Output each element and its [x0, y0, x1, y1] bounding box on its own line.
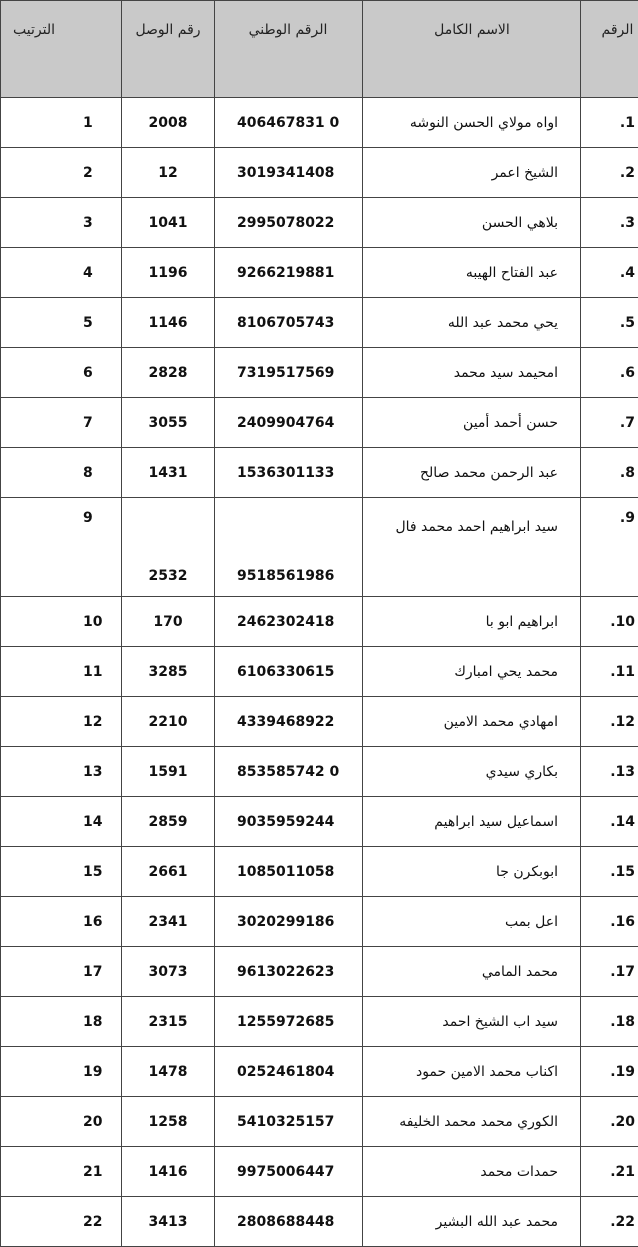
row-receipt-number: 12	[122, 148, 215, 198]
row-full-name: بكاري سيدي	[363, 747, 581, 797]
row-national-id: 9518561986	[215, 498, 363, 597]
row-full-name: سيد اب الشيخ احمد	[363, 997, 581, 1047]
row-receipt-number: 1431	[122, 448, 215, 498]
row-receipt-number: 3055	[122, 398, 215, 448]
row-receipt-number: 2859	[122, 797, 215, 847]
table-row	[1, 597, 638, 647]
table-row	[1, 747, 638, 797]
table-row	[1, 148, 638, 198]
row-full-name: بلاهي الحسن	[363, 198, 581, 248]
table-row	[1, 647, 638, 697]
row-full-name: يحي محمد عبد الله	[363, 298, 581, 348]
row-full-name: سيد ابراهيم احمد محمد فال	[363, 498, 581, 597]
row-national-id: 5410325157	[215, 1097, 363, 1147]
row-rank: 11	[1, 647, 122, 697]
row-full-name: محمد يحي امبارك	[363, 647, 581, 697]
row-num: 16.	[581, 897, 638, 947]
row-rank: 19	[1, 1047, 122, 1097]
row-national-id: 2808688448	[215, 1197, 363, 1247]
row-rank: 18	[1, 997, 122, 1047]
header-num: الرقم	[581, 1, 638, 98]
row-num: 11.	[581, 647, 638, 697]
table-row	[1, 448, 638, 498]
row-full-name: اسماعيل سيد ابراهيم	[363, 797, 581, 847]
row-receipt-number: 1416	[122, 1147, 215, 1197]
row-num: 14.	[581, 797, 638, 847]
table-row	[1, 897, 638, 947]
row-national-id: 6106330615	[215, 647, 363, 697]
table-row	[1, 947, 638, 997]
row-national-id: 1085011058	[215, 847, 363, 897]
row-receipt-number: 1196	[122, 248, 215, 298]
row-num: 4.	[581, 248, 638, 298]
row-rank: 1	[1, 98, 122, 148]
row-full-name: اواه مولاي الحسن النوشه	[363, 98, 581, 148]
row-national-id: 7319517569	[215, 348, 363, 398]
row-national-id: 9975006447	[215, 1147, 363, 1197]
row-full-name: حسن أحمد أمين	[363, 398, 581, 448]
row-rank: 12	[1, 697, 122, 747]
row-full-name: اعل بمب	[363, 897, 581, 947]
row-full-name: اكناب محمد الامين حمود	[363, 1047, 581, 1097]
table-row	[1, 198, 638, 248]
row-full-name: محمد عبد الله البشير	[363, 1197, 581, 1247]
row-full-name: عبد الفتاح الهيبه	[363, 248, 581, 298]
row-national-id: 1255972685	[215, 997, 363, 1047]
row-receipt-number: 2315	[122, 997, 215, 1047]
header-rank: الترتيب	[1, 1, 122, 98]
row-national-id: 9613022623	[215, 947, 363, 997]
row-receipt-number: 2828	[122, 348, 215, 398]
row-rank: 5	[1, 298, 122, 348]
row-num: 1.	[581, 98, 638, 148]
row-num: 5.	[581, 298, 638, 348]
row-national-id: 8106705743	[215, 298, 363, 348]
row-receipt-number: 1146	[122, 298, 215, 348]
row-national-id: 2409904764	[215, 398, 363, 448]
table-body	[1, 98, 638, 1247]
row-receipt-number: 2341	[122, 897, 215, 947]
row-national-id: 0 406467831	[215, 98, 363, 148]
row-num: 8.	[581, 448, 638, 498]
table-row	[1, 1147, 638, 1197]
row-rank: 7	[1, 398, 122, 448]
table-row	[1, 997, 638, 1047]
row-num: 6.	[581, 348, 638, 398]
table-row	[1, 1097, 638, 1147]
row-receipt-number: 1591	[122, 747, 215, 797]
row-num: 2.	[581, 148, 638, 198]
row-full-name: حمدات محمد	[363, 1147, 581, 1197]
row-rank: 3	[1, 198, 122, 248]
row-full-name: الكوري محمد محمد الخليفه	[363, 1097, 581, 1147]
row-num: 17.	[581, 947, 638, 997]
row-full-name: عبد الرحمن محمد صالح	[363, 448, 581, 498]
row-rank: 6	[1, 348, 122, 398]
row-num: 12.	[581, 697, 638, 747]
row-national-id: 1536301133	[215, 448, 363, 498]
table-row	[1, 248, 638, 298]
row-national-id: 0252461804	[215, 1047, 363, 1097]
table-row	[1, 298, 638, 348]
row-full-name: محمد المامي	[363, 947, 581, 997]
table-row	[1, 398, 638, 448]
table-row	[1, 697, 638, 747]
row-rank: 13	[1, 747, 122, 797]
row-num: 20.	[581, 1097, 638, 1147]
row-num: 18.	[581, 997, 638, 1047]
table-header	[1, 1, 638, 98]
table-row	[1, 348, 638, 398]
row-receipt-number: 2210	[122, 697, 215, 747]
row-num: 3.	[581, 198, 638, 248]
row-national-id: 9266219881	[215, 248, 363, 298]
row-full-name: ابوبكرن جا	[363, 847, 581, 897]
row-rank: 21	[1, 1147, 122, 1197]
row-receipt-number: 2008	[122, 98, 215, 148]
row-receipt-number: 2532	[122, 498, 215, 597]
row-full-name: امحيمد سيد محمد	[363, 348, 581, 398]
row-national-id: 4339468922	[215, 697, 363, 747]
row-national-id: 2462302418	[215, 597, 363, 647]
header-row	[1, 1, 638, 98]
row-receipt-number: 3073	[122, 947, 215, 997]
header-receipt-number: رقم الوصل	[122, 1, 215, 98]
row-receipt-number: 2661	[122, 847, 215, 897]
row-num: 19.	[581, 1047, 638, 1097]
row-num: 10.	[581, 597, 638, 647]
row-full-name: ابراهيم ابو با	[363, 597, 581, 647]
row-rank: 20	[1, 1097, 122, 1147]
table-row	[1, 1197, 638, 1247]
row-receipt-number: 1478	[122, 1047, 215, 1097]
row-rank: 17	[1, 947, 122, 997]
row-national-id: 3019341408	[215, 148, 363, 198]
row-receipt-number: 3413	[122, 1197, 215, 1247]
row-receipt-number: 1041	[122, 198, 215, 248]
row-national-id: 3020299186	[215, 897, 363, 947]
row-full-name: امهادي محمد الامين	[363, 697, 581, 747]
row-rank: 2	[1, 148, 122, 198]
row-rank: 9	[1, 498, 122, 597]
header-national-id: الرقم الوطني	[215, 1, 363, 98]
row-rank: 15	[1, 847, 122, 897]
row-num: 9.	[581, 498, 638, 597]
table-row	[1, 1047, 638, 1097]
row-national-id: 2995078022	[215, 198, 363, 248]
row-num: 13.	[581, 747, 638, 797]
row-national-id: 0 853585742	[215, 747, 363, 797]
row-rank: 14	[1, 797, 122, 847]
row-receipt-number: 3285	[122, 647, 215, 697]
header-full-name: الاسم الكامل	[363, 1, 581, 98]
row-rank: 16	[1, 897, 122, 947]
table-row	[1, 797, 638, 847]
row-num: 21.	[581, 1147, 638, 1197]
row-national-id: 9035959244	[215, 797, 363, 847]
row-rank: 4	[1, 248, 122, 298]
row-num: 22.	[581, 1197, 638, 1247]
table-row	[1, 847, 638, 897]
row-receipt-number: 170	[122, 597, 215, 647]
table-row	[1, 98, 638, 148]
row-receipt-number: 1258	[122, 1097, 215, 1147]
row-rank: 22	[1, 1197, 122, 1247]
table-row	[1, 498, 638, 597]
row-num: 15.	[581, 847, 638, 897]
row-full-name: الشيخ اعمر	[363, 148, 581, 198]
row-rank: 10	[1, 597, 122, 647]
row-num: 7.	[581, 398, 638, 448]
row-rank: 8	[1, 448, 122, 498]
